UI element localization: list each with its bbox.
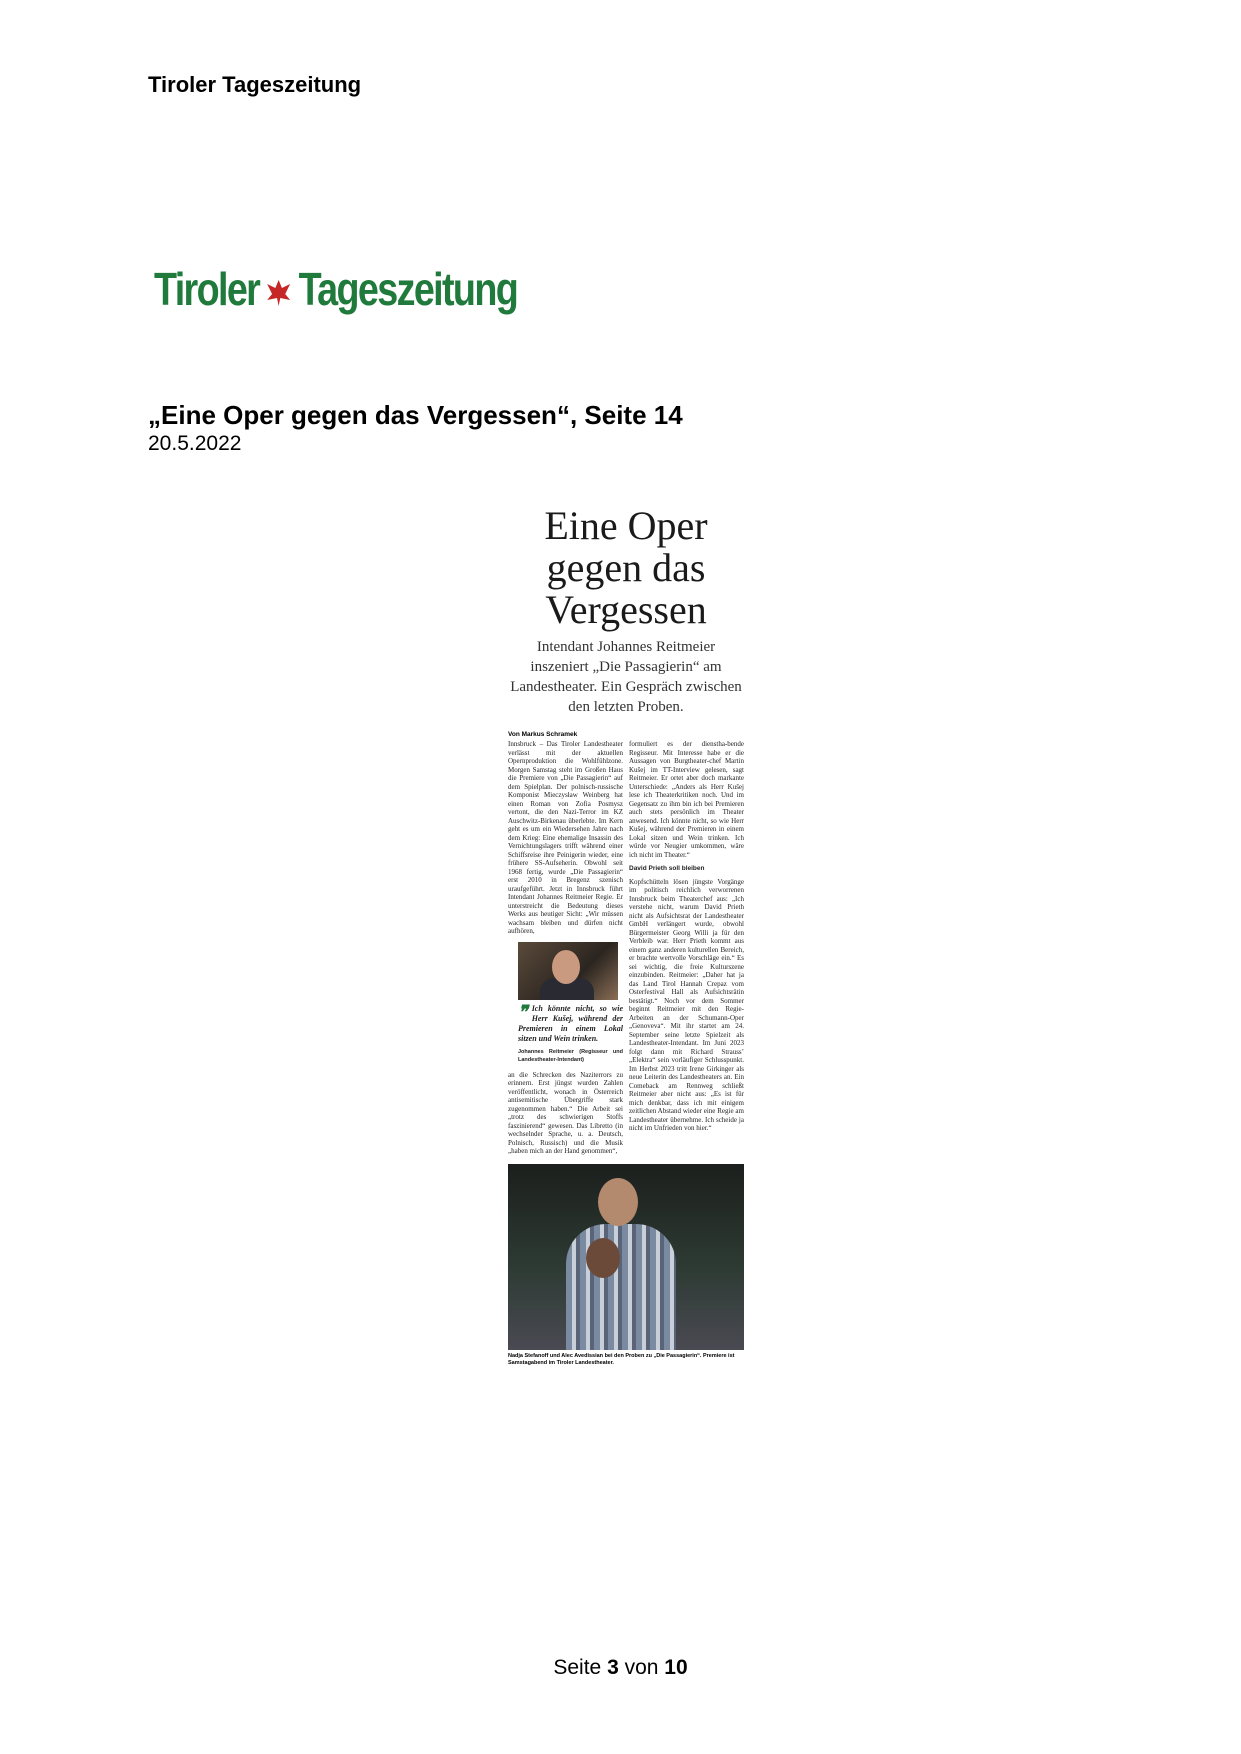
publication-header: Tiroler Tageszeitung [148,72,362,97]
rehearsal-photo [508,1164,744,1350]
column-1-text-b: an die Schrecken des Naziterrors zu erinnern. Erst jüngst wurden Zahlen veröffentlicht, wonach in Österreich antisemitische Übergriffe stark zugenommen haben.“ Die Arbeit sei „trotz des schwierigen Stoffs faszinierend“ gewesen. Das Libretto (in wechselnder Sprache, u. a. Deutsch, Polnisch, Russisch) und die Musik „haben mich an der Hand genommen“, [508,1070,623,1155]
newspaper-clipping [508,505,744,1553]
pull-quote-text: Ich könnte nicht, so wie Herr Kušej, während der Premieren in einem Lokal sitzen und Wein trinken. [518,1003,623,1043]
article-column-2 [629,740,744,1156]
logo-right-word: Tageszeitung [298,263,518,315]
quote-mark-icon: ❞ [518,1001,528,1022]
footer-prefix: Seite [553,1656,602,1679]
column-2-text-a: formuliert es der dienstha-bende Regisseur. Mit Interesse habe er die Aussagen von Burgtheater-chef Martin Kušej im TT-Interview gelesen, sagt Reitmeier. Er ortet aber doch markante Unterschiede: „Anders als Herr Kušej lese ich Theaterkritiken noch. Und im Gegensatz zu ihm bin ich bei Premieren auch stets persönlich im Theater anwesend. Ich könnte nicht, so wie Herr Kušej, während der Premieren in einem Lokal sitzen und Wein trinken. Ich würde vor Neugier umkommen, wäre ich nicht im Theater.“ [629,740,744,859]
column-1-text-a: Innsbruck – Das Tiroler Landestheater verlässt mit der aktuellen Opernproduktion die Wohlfühlzone. Morgen Samstag steht im Großen Haus die Premiere von „Die Passagierin“ auf dem Spielplan. Der polnisch-russische Komponist Mieczysław Weinberg hat einen Roman von Zofia Posmysz vertont, die den Nazi-Terror im KZ Auschwitz-Birkenau überlebte. Im Kern geht es um ein Wiedersehen Jahre nach dem Krieg: Eine ehemalige Insassin des Vernichtungslagers trifft während einer Schiffsreise ihre Peinigerin wieder, eine frühere SS-Aufseherin. Obwohl seit 1968 fertig, wurde „Die Passagierin“ erst 2010 in Bregenz szenisch uraufgeführt. Jetzt in Innsbruck führt Intendant Johannes Reitmeier Regie. Er unterstreicht die Bedeutung dieses Werks aus heutiger Sicht: „Wir müssen wachsam bleiben und dürfen nicht aufhören, [508,740,623,935]
pull-quote [518,1001,623,1044]
article-columns [508,740,744,1156]
article-title: „Eine Oper gegen das Vergessen“, Seite 14 [148,400,683,430]
article-column-1 [508,740,623,1156]
clipping-byline: Von Markus Schramek [508,731,578,738]
footer-page-number: 3 [607,1656,619,1679]
photo-caption: Nadja Stefanoff und Alec Avedissian bei den Proben zu „Die Passagierin“. Premiere ist Samstagabend im Tiroler Landestheater. [508,1352,735,1366]
clipping-headline: Eine Oper gegen das Vergessen [544,503,708,632]
page-footer [0,1656,1241,1680]
quote-attribution: Johannes Reitmeier (Regisseur und Landestheater-Intendant) [518,1048,623,1063]
footer-middle: von [624,1656,659,1679]
eagle-icon [262,269,295,309]
article-date: 20.5.2022 [148,432,242,455]
footer-total-pages: 10 [664,1656,688,1679]
logo-left-word: Tiroler [154,263,260,315]
column-2-text-b: Kopfschütteln lösen jüngste Vorgänge im politisch reichlich verworrenen Innsbruck beim Theaterchef aus: „Ich verstehe nicht, warum David Prieth nicht als Aufsichtsrat der Landestheater GmbH verlängert wurde, obwohl Bürgermeister Georg Willi ja für den Verbleib war. Herr Prieth kommt aus einem ganz anderen kulturellen Bereich, er brachte wertvolle Vorschläge ein.“ Es sei wichtig, die freie Kulturszene einzubinden. Reitmeier: „Daher hat ja das Land Tirol Hannah Crepaz vom Osterfestival Hall als Aufsichtsrätin bestätigt.“ Noch vor dem Sommer beginnt Reitmeier mit den Regie-Arbeiten an der Schumann-Oper „Genoveva“. Mit ihr startet am 24. September seine letzte Spielzeit als Landestheater-Intendant. Im Juni 2023 folgt dann mit Richard Strauss’ „Elektra“ sein vorläufiger Schlusspunkt. Im Herbst 2023 tritt Irene Girkinger als neue Leiterin des Landestheaters an. Ein Comeback am Rennweg schließt Reitmeier aber nicht aus: „Es ist für mich denkbar, dass ich mit einigem zeitlichen Abstand wieder eine Regie am Landestheater übernehme. Ich scheide ja nicht im Unfrieden von hier.“ [629,877,744,1132]
portrait-photo [518,942,618,1000]
newspaper-logo [154,262,517,316]
clipping-subheadline: Intendant Johannes Reitmeier inszeniert „Die Passagierin“ am Landestheater. Ein Gespräch zwischen den letzten Proben. [510,639,742,715]
column-2-subhead: David Prieth soll bleiben [629,865,705,872]
